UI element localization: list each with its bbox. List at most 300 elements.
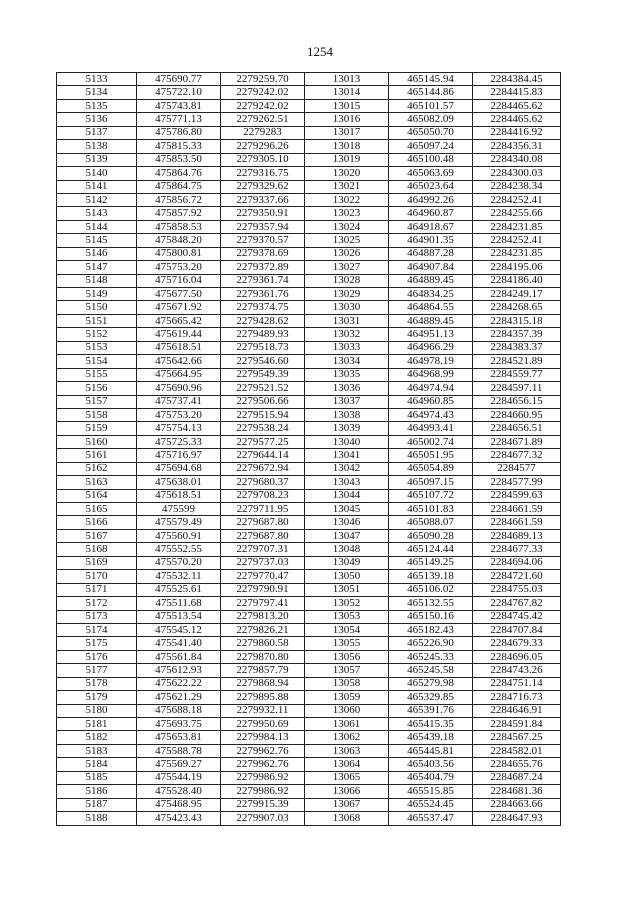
cell-point-id-right: 13048 [305,543,389,556]
table-row [57,650,561,663]
cell-x-left: 475528.40 [137,785,221,798]
cell-point-id-right: 13053 [305,610,389,623]
cell-point-id-right: 13061 [305,718,389,731]
cell-y-left: 2279506.66 [221,395,305,408]
cell-x-left: 475853.50 [137,153,221,166]
cell-point-id-right: 13035 [305,368,389,381]
cell-y-left: 2279329.62 [221,180,305,193]
cell-y-right: 2284186.40 [473,274,561,287]
cell-y-left: 2279428.62 [221,314,305,327]
cell-point-id-right: 13029 [305,288,389,301]
cell-y-right: 2284268.65 [473,301,561,314]
cell-point-id-left: 5138 [57,140,137,153]
cell-x-left: 475653.81 [137,731,221,744]
table-row [57,677,561,690]
cell-point-id-right: 13063 [305,744,389,757]
cell-point-id-right: 13022 [305,193,389,206]
cell-point-id-left: 5170 [57,570,137,583]
cell-x-right: 465023.64 [389,180,473,193]
cell-y-right: 2284660.95 [473,408,561,421]
cell-point-id-right: 13055 [305,637,389,650]
cell-x-left: 475642.66 [137,355,221,368]
cell-x-left: 475690.96 [137,382,221,395]
cell-y-right: 2284696.05 [473,650,561,663]
cell-y-left: 2279986.92 [221,785,305,798]
cell-y-left: 2279337.66 [221,193,305,206]
table-row [57,462,561,475]
cell-x-left: 475513.54 [137,610,221,623]
table-row [57,301,561,314]
cell-x-right: 465329.85 [389,691,473,704]
table-row [57,718,561,731]
cell-y-right: 2284677.33 [473,543,561,556]
cell-point-id-right: 13039 [305,422,389,435]
cell-point-id-left: 5137 [57,126,137,139]
table-row [57,489,561,502]
table-row [57,812,561,825]
cell-point-id-left: 5180 [57,704,137,717]
cell-x-right: 465097.15 [389,476,473,489]
cell-point-id-right: 13038 [305,408,389,421]
cell-point-id-left: 5166 [57,516,137,529]
cell-x-left: 475786.80 [137,126,221,139]
table-row [57,637,561,650]
cell-x-left: 475856.72 [137,193,221,206]
table-row [57,368,561,381]
cell-y-left: 2279489.93 [221,328,305,341]
cell-y-right: 2284315.18 [473,314,561,327]
cell-y-right: 2284591.84 [473,718,561,731]
cell-y-left: 2279770.47 [221,570,305,583]
table-row [57,341,561,354]
cell-x-right: 464834.25 [389,288,473,301]
cell-point-id-left: 5154 [57,355,137,368]
cell-point-id-left: 5157 [57,395,137,408]
cell-y-right: 2284231.85 [473,247,561,260]
cell-y-left: 2279708.23 [221,489,305,502]
cell-y-right: 2284300.03 [473,167,561,180]
cell-y-right: 2284356.31 [473,140,561,153]
cell-x-left: 475544.19 [137,771,221,784]
cell-x-left: 475638.01 [137,476,221,489]
table-row [57,261,561,274]
cell-x-left: 475753.20 [137,261,221,274]
table-row [57,113,561,126]
cell-point-id-right: 13052 [305,597,389,610]
table-row [57,382,561,395]
cell-point-id-left: 5176 [57,650,137,663]
cell-y-right: 2284646.91 [473,704,561,717]
cell-y-left: 2279680.37 [221,476,305,489]
cell-x-left: 475858.53 [137,220,221,233]
cell-point-id-right: 13057 [305,664,389,677]
cell-point-id-left: 5145 [57,234,137,247]
cell-point-id-left: 5159 [57,422,137,435]
cell-point-id-left: 5147 [57,261,137,274]
cell-point-id-right: 13066 [305,785,389,798]
cell-point-id-left: 5135 [57,99,137,112]
cell-y-right: 2284681.36 [473,785,561,798]
cell-x-right: 465050.70 [389,126,473,139]
cell-x-right: 465245.33 [389,650,473,663]
cell-y-left: 2279984.13 [221,731,305,744]
cell-point-id-left: 5134 [57,86,137,99]
cell-x-left: 475754.13 [137,422,221,435]
cell-point-id-right: 13018 [305,140,389,153]
cell-x-right: 465403.56 [389,758,473,771]
cell-y-right: 2284357.39 [473,328,561,341]
cell-x-left: 475771.13 [137,113,221,126]
cell-y-right: 2284231.85 [473,220,561,233]
cell-y-left: 2279813.20 [221,610,305,623]
cell-x-left: 475664.95 [137,368,221,381]
cell-point-id-left: 5136 [57,113,137,126]
cell-point-id-right: 13034 [305,355,389,368]
cell-y-left: 2279361.76 [221,288,305,301]
cell-y-left: 2279515.94 [221,408,305,421]
page-number: 1254 [307,44,333,59]
cell-y-left: 2279950.69 [221,718,305,731]
cell-x-right: 464992.26 [389,193,473,206]
cell-y-left: 2279259.70 [221,73,305,86]
cell-x-right: 465415.35 [389,718,473,731]
cell-x-left: 475621.29 [137,691,221,704]
cell-x-right: 464993.41 [389,422,473,435]
cell-x-right: 465107.72 [389,489,473,502]
cell-x-left: 475693.75 [137,718,221,731]
cell-y-right: 2284656.51 [473,422,561,435]
cell-x-right: 465101.83 [389,503,473,516]
cell-y-right: 2284647.93 [473,812,561,825]
cell-x-left: 475671.92 [137,301,221,314]
cell-y-left: 2279546.60 [221,355,305,368]
cell-y-left: 2279242.02 [221,86,305,99]
cell-y-left: 2279797.41 [221,597,305,610]
cell-point-id-right: 13045 [305,503,389,516]
cell-y-left: 2279549.39 [221,368,305,381]
cell-y-right: 2284567.25 [473,731,561,744]
cell-x-right: 465145.94 [389,73,473,86]
table-row [57,556,561,569]
cell-x-left: 475618.51 [137,341,221,354]
cell-x-right: 464974.43 [389,408,473,421]
cell-x-right: 465132.55 [389,597,473,610]
cell-point-id-left: 5181 [57,718,137,731]
cell-x-left: 475552.55 [137,543,221,556]
cell-point-id-right: 13024 [305,220,389,233]
cell-x-right: 465082.09 [389,113,473,126]
cell-y-right: 2284255.66 [473,207,561,220]
cell-x-right: 465391.76 [389,704,473,717]
table-row [57,516,561,529]
cell-x-right: 465245.58 [389,664,473,677]
cell-point-id-left: 5173 [57,610,137,623]
table-row [57,691,561,704]
table-row [57,193,561,206]
cell-point-id-left: 5152 [57,328,137,341]
table-row [57,288,561,301]
cell-y-right: 2284577.99 [473,476,561,489]
cell-point-id-left: 5179 [57,691,137,704]
table-row [57,167,561,180]
cell-y-left: 2279316.75 [221,167,305,180]
cell-x-right: 465439.18 [389,731,473,744]
cell-x-right: 465150.16 [389,610,473,623]
cell-y-left: 2279374.75 [221,301,305,314]
table-row [57,785,561,798]
cell-point-id-left: 5178 [57,677,137,690]
cell-x-right: 465537.47 [389,812,473,825]
cell-y-left: 2279870.80 [221,650,305,663]
cell-x-right: 464907.84 [389,261,473,274]
cell-x-right: 464960.85 [389,395,473,408]
cell-x-right: 465144.86 [389,86,473,99]
cell-point-id-right: 13042 [305,462,389,475]
cell-x-right: 464960.87 [389,207,473,220]
cell-point-id-right: 13016 [305,113,389,126]
table-row [57,610,561,623]
cell-point-id-right: 13058 [305,677,389,690]
table-row [57,704,561,717]
cell-point-id-right: 13030 [305,301,389,314]
cell-y-left: 2279707.31 [221,543,305,556]
cell-y-right: 2284751.14 [473,677,561,690]
cell-point-id-left: 5151 [57,314,137,327]
cell-point-id-left: 5149 [57,288,137,301]
cell-y-left: 2279790.91 [221,583,305,596]
cell-point-id-right: 13067 [305,798,389,811]
cell-point-id-right: 13062 [305,731,389,744]
cell-point-id-left: 5169 [57,556,137,569]
cell-point-id-right: 13059 [305,691,389,704]
cell-point-id-left: 5172 [57,597,137,610]
cell-x-right: 464889.45 [389,314,473,327]
table-row [57,435,561,448]
cell-y-right: 2284677.32 [473,449,561,462]
table-row [57,140,561,153]
cell-x-right: 464918.67 [389,220,473,233]
table-row [57,207,561,220]
cell-x-right: 465524.45 [389,798,473,811]
cell-x-left: 475622.22 [137,677,221,690]
cell-x-right: 464974.94 [389,382,473,395]
cell-y-left: 2279305.10 [221,153,305,166]
cell-y-left: 2279283 [221,126,305,139]
table-row [57,126,561,139]
table-row [57,86,561,99]
cell-x-right: 465054.89 [389,462,473,475]
cell-y-right: 2284521.89 [473,355,561,368]
cell-y-right: 2284663.66 [473,798,561,811]
cell-point-id-right: 13019 [305,153,389,166]
cell-point-id-right: 13021 [305,180,389,193]
table-row [57,247,561,260]
cell-x-right: 465063.69 [389,167,473,180]
table-row [57,180,561,193]
cell-point-id-left: 5187 [57,798,137,811]
cell-y-right: 2284238.34 [473,180,561,193]
cell-point-id-right: 13036 [305,382,389,395]
cell-point-id-right: 13032 [305,328,389,341]
cell-y-left: 2279296.26 [221,140,305,153]
cell-x-right: 465097.24 [389,140,473,153]
cell-x-right: 464966.29 [389,341,473,354]
cell-y-left: 2279672.94 [221,462,305,475]
table-row [57,503,561,516]
cell-x-right: 465149.25 [389,556,473,569]
table-row [57,664,561,677]
cell-point-id-right: 13028 [305,274,389,287]
table-row [57,476,561,489]
cell-x-left: 475560.91 [137,529,221,542]
cell-point-id-left: 5167 [57,529,137,542]
table-row [57,153,561,166]
cell-point-id-right: 13041 [305,449,389,462]
cell-y-right: 2284707.84 [473,623,561,636]
cell-y-right: 2284721.60 [473,570,561,583]
cell-point-id-left: 5150 [57,301,137,314]
cell-point-id-right: 13051 [305,583,389,596]
cell-x-left: 475815.33 [137,140,221,153]
cell-y-left: 2279962.76 [221,744,305,757]
cell-y-left: 2279538.24 [221,422,305,435]
cell-x-left: 475619.44 [137,328,221,341]
cell-x-right: 465445.81 [389,744,473,757]
cell-y-right: 2284687.24 [473,771,561,784]
cell-y-left: 2279962.76 [221,758,305,771]
table-row [57,529,561,542]
cell-y-right: 2284655.76 [473,758,561,771]
table-row [57,570,561,583]
cell-y-left: 2279361.74 [221,274,305,287]
cell-x-left: 475800.81 [137,247,221,260]
table-row [57,798,561,811]
cell-y-right: 2284599.63 [473,489,561,502]
cell-point-id-left: 5162 [57,462,137,475]
cell-x-right: 464864.55 [389,301,473,314]
cell-point-id-right: 13049 [305,556,389,569]
table-row [57,234,561,247]
cell-y-left: 2279242.02 [221,99,305,112]
table-row [57,73,561,86]
cell-point-id-left: 5185 [57,771,137,784]
cell-y-left: 2279370.57 [221,234,305,247]
table-row [57,395,561,408]
cell-x-right: 465226.90 [389,637,473,650]
cell-x-left: 475545.12 [137,623,221,636]
cell-x-left: 475599 [137,503,221,516]
cell-y-right: 2284415.83 [473,86,561,99]
cell-y-right: 2284743.26 [473,664,561,677]
cell-y-left: 2279857.79 [221,664,305,677]
cell-x-left: 475468.95 [137,798,221,811]
cell-point-id-left: 5155 [57,368,137,381]
cell-x-left: 475694.68 [137,462,221,475]
cell-y-left: 2279357.94 [221,220,305,233]
cell-y-left: 2279868.94 [221,677,305,690]
cell-y-left: 2279262.51 [221,113,305,126]
cell-point-id-left: 5165 [57,503,137,516]
cell-point-id-right: 13047 [305,529,389,542]
cell-point-id-right: 13044 [305,489,389,502]
cell-x-left: 475579.49 [137,516,221,529]
cell-y-right: 2284661.59 [473,516,561,529]
cell-y-left: 2279932.11 [221,704,305,717]
cell-y-right: 2284340.08 [473,153,561,166]
cell-x-left: 475677.50 [137,288,221,301]
cell-point-id-right: 13046 [305,516,389,529]
cell-x-right: 465090.28 [389,529,473,542]
table-row [57,99,561,112]
cell-point-id-right: 13027 [305,261,389,274]
cell-x-right: 465101.57 [389,99,473,112]
cell-y-left: 2279826.21 [221,623,305,636]
cell-point-id-right: 13043 [305,476,389,489]
cell-point-id-left: 5182 [57,731,137,744]
cell-y-left: 2279907.03 [221,812,305,825]
table-row [57,731,561,744]
cell-y-left: 2279711.95 [221,503,305,516]
cell-x-right: 464978.19 [389,355,473,368]
cell-point-id-right: 13026 [305,247,389,260]
cell-point-id-left: 5153 [57,341,137,354]
table-row [57,274,561,287]
cell-x-left: 475857.92 [137,207,221,220]
cell-y-left: 2279860.58 [221,637,305,650]
cell-x-left: 475423.43 [137,812,221,825]
cell-x-left: 475753.20 [137,408,221,421]
table-row [57,583,561,596]
cell-point-id-right: 13064 [305,758,389,771]
cell-point-id-left: 5174 [57,623,137,636]
cell-x-right: 465404.79 [389,771,473,784]
cell-x-left: 475743.81 [137,99,221,112]
cell-x-left: 475716.04 [137,274,221,287]
cell-point-id-right: 13050 [305,570,389,583]
cell-point-id-left: 5160 [57,435,137,448]
cell-x-left: 475569.27 [137,758,221,771]
cell-y-right: 2284679.33 [473,637,561,650]
cell-point-id-left: 5164 [57,489,137,502]
cell-x-left: 475864.75 [137,180,221,193]
cell-x-left: 475588.78 [137,744,221,757]
cell-x-left: 475541.40 [137,637,221,650]
cell-point-id-left: 5177 [57,664,137,677]
cell-point-id-right: 13023 [305,207,389,220]
cell-point-id-left: 5142 [57,193,137,206]
cell-x-right: 465515.85 [389,785,473,798]
cell-point-id-left: 5133 [57,73,137,86]
cell-x-right: 465051.95 [389,449,473,462]
cell-x-right: 464889.45 [389,274,473,287]
table-row [57,422,561,435]
cell-y-left: 2279986.92 [221,771,305,784]
cell-x-left: 475722.10 [137,86,221,99]
cell-y-right: 2284671.89 [473,435,561,448]
cell-point-id-right: 13017 [305,126,389,139]
cell-y-right: 2284252.41 [473,234,561,247]
cell-x-left: 475570.20 [137,556,221,569]
cell-point-id-left: 5148 [57,274,137,287]
cell-y-left: 2279378.69 [221,247,305,260]
cell-point-id-left: 5184 [57,758,137,771]
cell-x-left: 475612.93 [137,664,221,677]
cell-point-id-right: 13054 [305,623,389,636]
cell-x-left: 475737.41 [137,395,221,408]
cell-x-right: 465124.44 [389,543,473,556]
cell-y-right: 2284597.11 [473,382,561,395]
cell-x-right: 465279.98 [389,677,473,690]
